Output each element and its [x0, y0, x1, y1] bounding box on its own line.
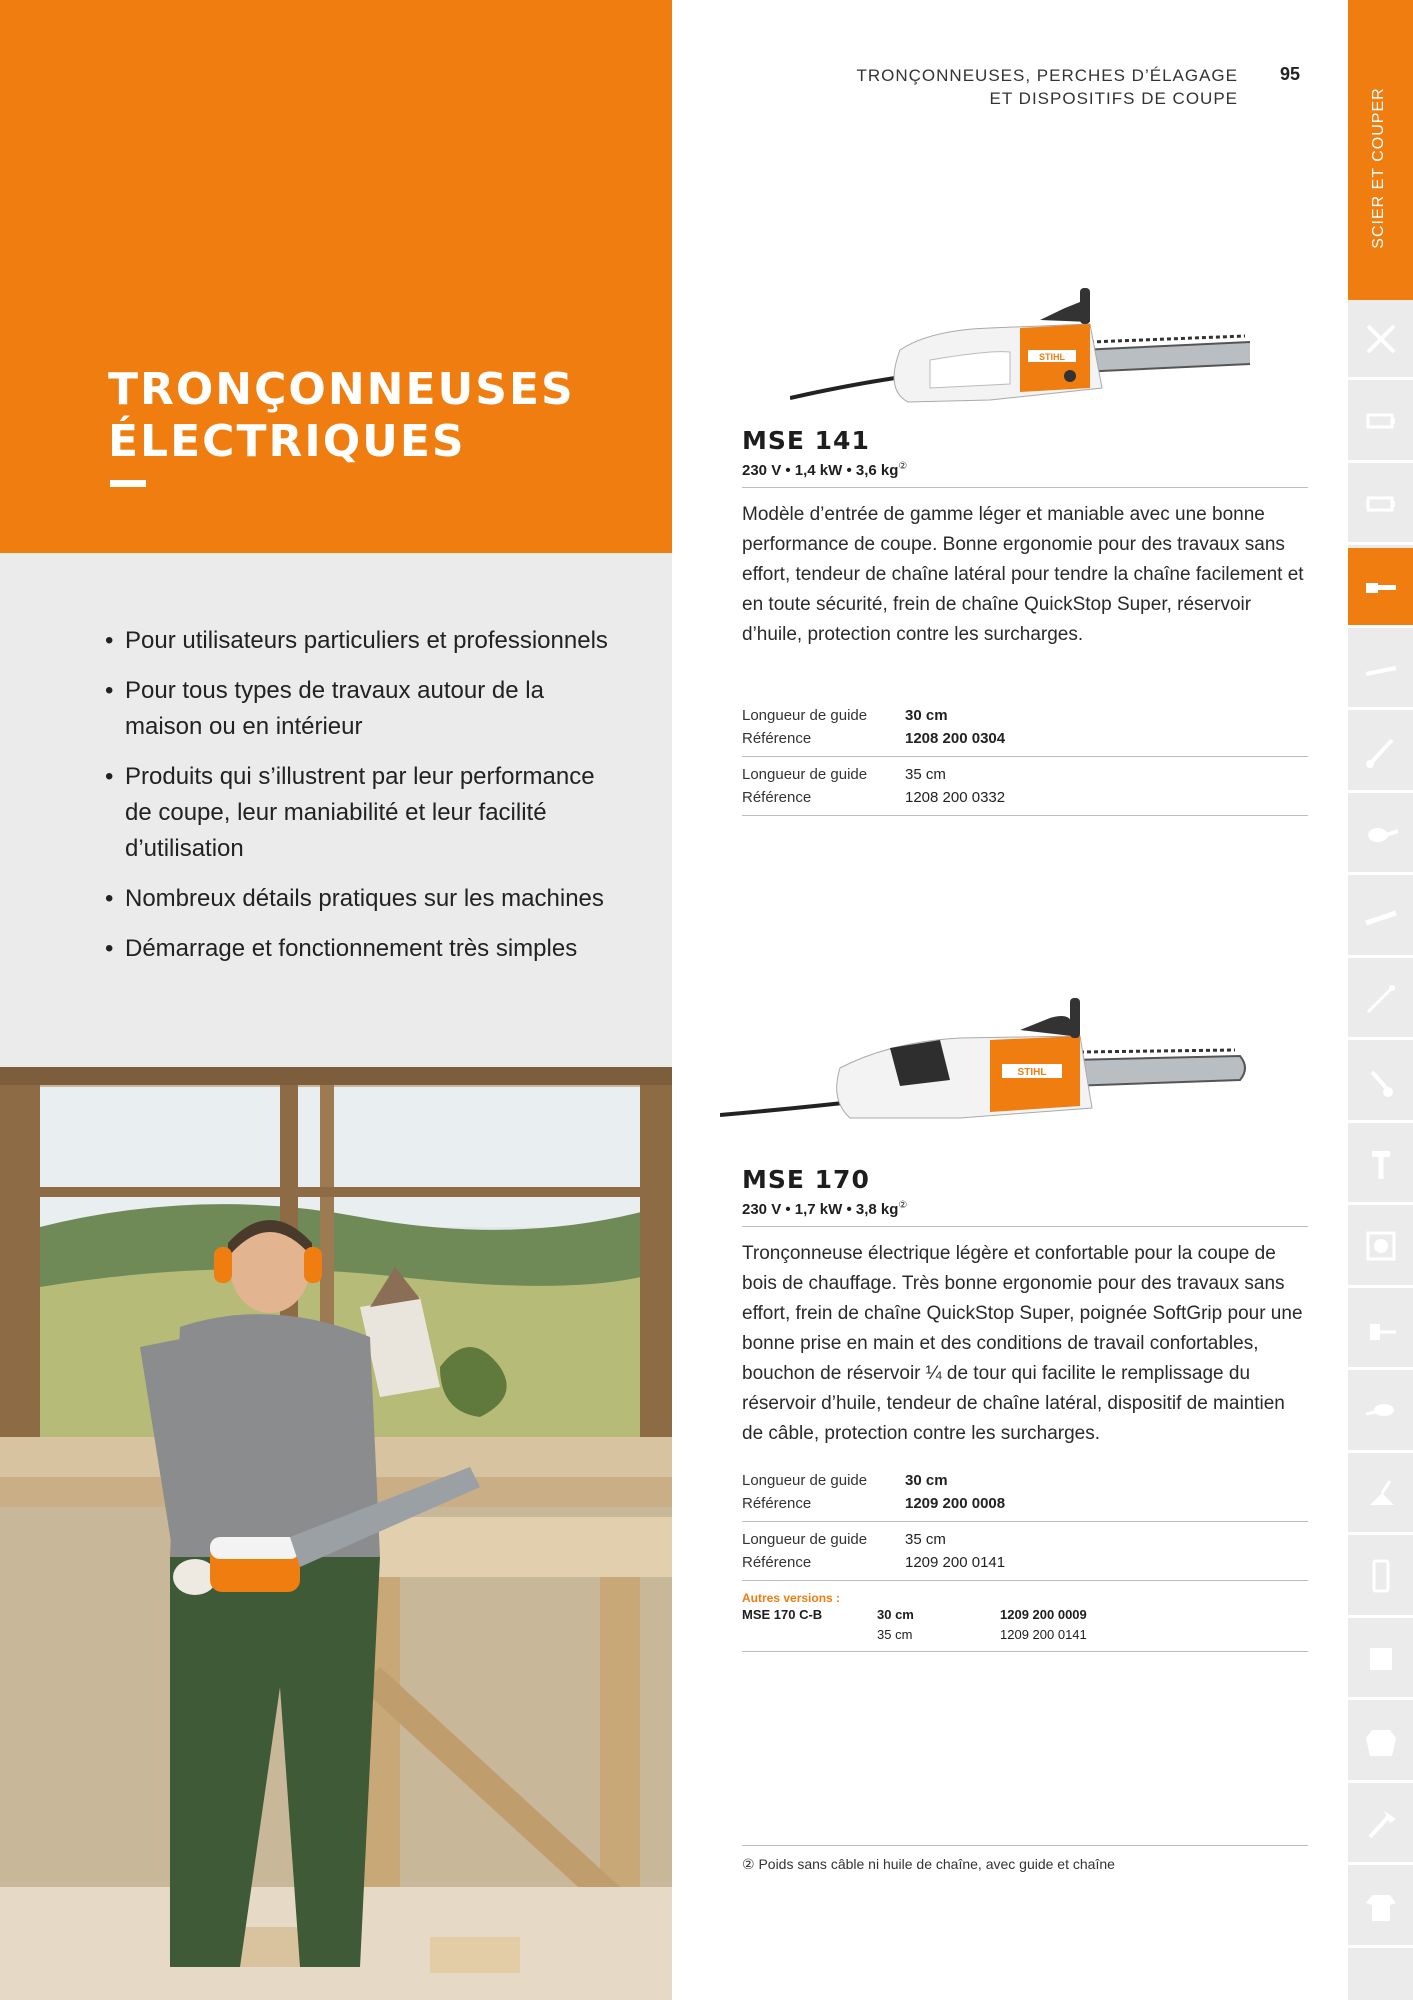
sidebar-tab-vacuum[interactable]: [1348, 1373, 1413, 1453]
sidebar-tab-battery[interactable]: [1348, 465, 1413, 545]
jacket-icon: [1362, 1722, 1400, 1760]
product-description: Tronçonneuse électrique légère et confortable pour la coupe de bois de chauffage. Très bonne ergonomie pour des travaux sans effort, frein de chaîne QuickStop Super, poignée SoftGrip pour une bonne prise en main et des conditions de travail confortables, bouchon de réservoir ¼ de tour qui facilite le remplissage du réservoir d’huile, tendeur de chaîne latéral, dispositif de maintien de câble, protection contre les surcharges.: [742, 1243, 1303, 1444]
battery-icon: [1362, 485, 1400, 523]
sidebar-tab-auger[interactable]: [1348, 1125, 1413, 1205]
option-row: [742, 757, 1308, 816]
sidebar-tab-tools[interactable]: [1348, 300, 1413, 380]
footnote: ② Poids sans câble ni huile de chaîne, avec guide et chaîne: [742, 1856, 1115, 1872]
footnote-marker: ②: [898, 461, 908, 472]
guide-length-label: Longueur de guide: [742, 1531, 868, 1548]
mse-170-brand-logo: STIHL: [1017, 1067, 1047, 1078]
battery-icon: [1362, 402, 1400, 440]
phone-icon: [1362, 1557, 1400, 1595]
guide-length-label: Longueur de guide: [742, 1472, 868, 1489]
page-number: 95: [1280, 64, 1301, 84]
sidebar-tab-jacket[interactable]: [1348, 1703, 1413, 1783]
cultivator-icon: [1362, 1062, 1400, 1100]
product-specs: [742, 461, 1308, 488]
sidebar-tab-phone[interactable]: [1348, 1538, 1413, 1618]
other-version-guide: 35 cm: [877, 1627, 913, 1642]
spec-values: 230 V • 1,4 kW • 3,6 kg: [742, 462, 899, 479]
section-label: SCIER ET COUPER: [1370, 87, 1387, 249]
other-version-row: [742, 1625, 1308, 1645]
title-underline: [110, 480, 146, 487]
sidebar-tab-battery[interactable]: [1348, 383, 1413, 463]
chainsaw-icon: [1362, 567, 1400, 605]
other-version-row: [742, 1605, 1308, 1625]
reference-value: 1208 200 0332: [905, 789, 1006, 806]
section-tabs: [1348, 0, 1413, 2000]
sidebar-tab-catalog[interactable]: [1348, 1620, 1413, 1700]
sprayer-icon: [1362, 1310, 1400, 1348]
product-model: MSE 170: [742, 1165, 870, 1194]
benefits-panel: [0, 553, 672, 1067]
tools-icon: [1362, 320, 1400, 358]
axe-icon: [1362, 1805, 1400, 1843]
sidebar-tab-blower[interactable]: [1348, 795, 1413, 875]
workshop-photo: [0, 1067, 672, 2000]
other-versions: [742, 1591, 1308, 1652]
footnote-marker: ②: [898, 1200, 908, 1211]
mower-icon: [1362, 1475, 1400, 1513]
page-title-line2: ÉLECTRIQUES: [108, 416, 466, 467]
sidebar-tab-cutoff-saw[interactable]: [1348, 1208, 1413, 1288]
product-model: MSE 141: [742, 426, 870, 455]
guide-length-value: 35 cm: [905, 766, 946, 783]
option-row: [742, 1463, 1308, 1522]
product-mse-141: [742, 426, 1308, 816]
guide-length-value: 30 cm: [905, 707, 948, 724]
option-row: [742, 698, 1308, 757]
section-label-tab[interactable]: [1348, 0, 1413, 300]
pole-pruner-icon: [1362, 650, 1400, 688]
sidebar-tab-brushcutter[interactable]: [1348, 713, 1413, 793]
reference-label: Référence: [742, 730, 812, 747]
sidebar-tab-chainsaw[interactable]: [1348, 548, 1413, 628]
footnote-divider: [742, 1845, 1308, 1846]
hero-panel: [0, 0, 672, 553]
sidebar-tab-mower[interactable]: [1348, 1455, 1413, 1535]
guide-length-value: 35 cm: [905, 1531, 946, 1548]
benefits-list: [105, 623, 625, 981]
mse-141-product-image: [790, 280, 1250, 420]
reference-value: 1209 200 0008: [905, 1495, 1006, 1512]
catalog-icon: [1362, 1640, 1400, 1678]
running-head-line1: TRONÇONNEUSES, PERCHES D’ÉLAGAGE: [856, 66, 1238, 85]
other-version-guide: 30 cm: [877, 1607, 914, 1622]
blower-icon: [1362, 815, 1400, 853]
reference-label: Référence: [742, 1554, 812, 1571]
other-versions-title: Autres versions :: [742, 1591, 841, 1605]
trimmer-icon: [1362, 980, 1400, 1018]
sidebar-tab-hedge-trimmer[interactable]: [1348, 878, 1413, 958]
sidebar-tab-cultivator[interactable]: [1348, 1043, 1413, 1123]
benefit-item: • Produits qui s’illustrent par leur performance de coupe, leur maniabilité et leur facilité d’utilisation: [105, 759, 625, 867]
reference-value: 1208 200 0304: [905, 730, 1006, 747]
auger-icon: [1362, 1145, 1400, 1183]
page-title-line1: TRONÇONNEUSES: [108, 364, 575, 415]
workshop-photo-illustration: [0, 1067, 672, 2000]
mse-141-brand-logo: STIHL: [1039, 352, 1065, 362]
product-mse-170: [742, 1165, 1308, 1652]
hedge-trimmer-icon: [1362, 897, 1400, 935]
sidebar-tab-tshirt[interactable]: [1348, 1868, 1413, 1948]
benefit-item: • Nombreux détails pratiques sur les machines: [105, 881, 625, 917]
cutoff-saw-icon: [1362, 1227, 1400, 1265]
guide-length-value: 30 cm: [905, 1472, 948, 1489]
benefit-item: • Pour utilisateurs particuliers et professionnels: [105, 623, 625, 659]
guide-length-label: Longueur de guide: [742, 707, 868, 724]
reference-label: Référence: [742, 1495, 812, 1512]
other-version-model: MSE 170 C-B: [742, 1607, 823, 1622]
sidebar-tab-pole-pruner[interactable]: [1348, 630, 1413, 710]
reference-value: 1209 200 0141: [905, 1554, 1006, 1571]
vacuum-icon: [1362, 1392, 1400, 1430]
mse-170-product-image: [720, 990, 1250, 1140]
page-title: [108, 364, 575, 468]
running-head-line2: ET DISPOSITIFS DE COUPE: [989, 89, 1238, 108]
spec-values: 230 V • 1,7 kW • 3,8 kg: [742, 1201, 899, 1218]
running-head: [830, 64, 1238, 110]
sidebar-tab-sprayer[interactable]: [1348, 1290, 1413, 1370]
brushcutter-icon: [1362, 732, 1400, 770]
option-row: [742, 1522, 1308, 1581]
sidebar-tab-trimmer[interactable]: [1348, 960, 1413, 1040]
product-description: Modèle d’entrée de gamme léger et maniable avec une bonne performance de coupe. Bonne ergonomie pour des travaux sans effort, tendeur de chaîne latéral pour tendre la chaîne facilement et en toute sécurité, frein de chaîne QuickStop Super, réservoir d’huile, protection contre les surcharges.: [742, 504, 1304, 645]
tshirt-icon: [1362, 1887, 1400, 1925]
guide-length-label: Longueur de guide: [742, 766, 868, 783]
benefit-item: • Pour tous types de travaux autour de la maison ou en intérieur: [105, 673, 625, 745]
other-version-reference: 1209 200 0141: [1000, 1627, 1087, 1642]
other-version-reference: 1209 200 0009: [1000, 1607, 1087, 1622]
reference-label: Référence: [742, 789, 812, 806]
product-specs: [742, 1200, 1308, 1227]
benefit-item: • Démarrage et fonctionnement très simples: [105, 931, 625, 967]
sidebar-tab-axe[interactable]: [1348, 1785, 1413, 1865]
